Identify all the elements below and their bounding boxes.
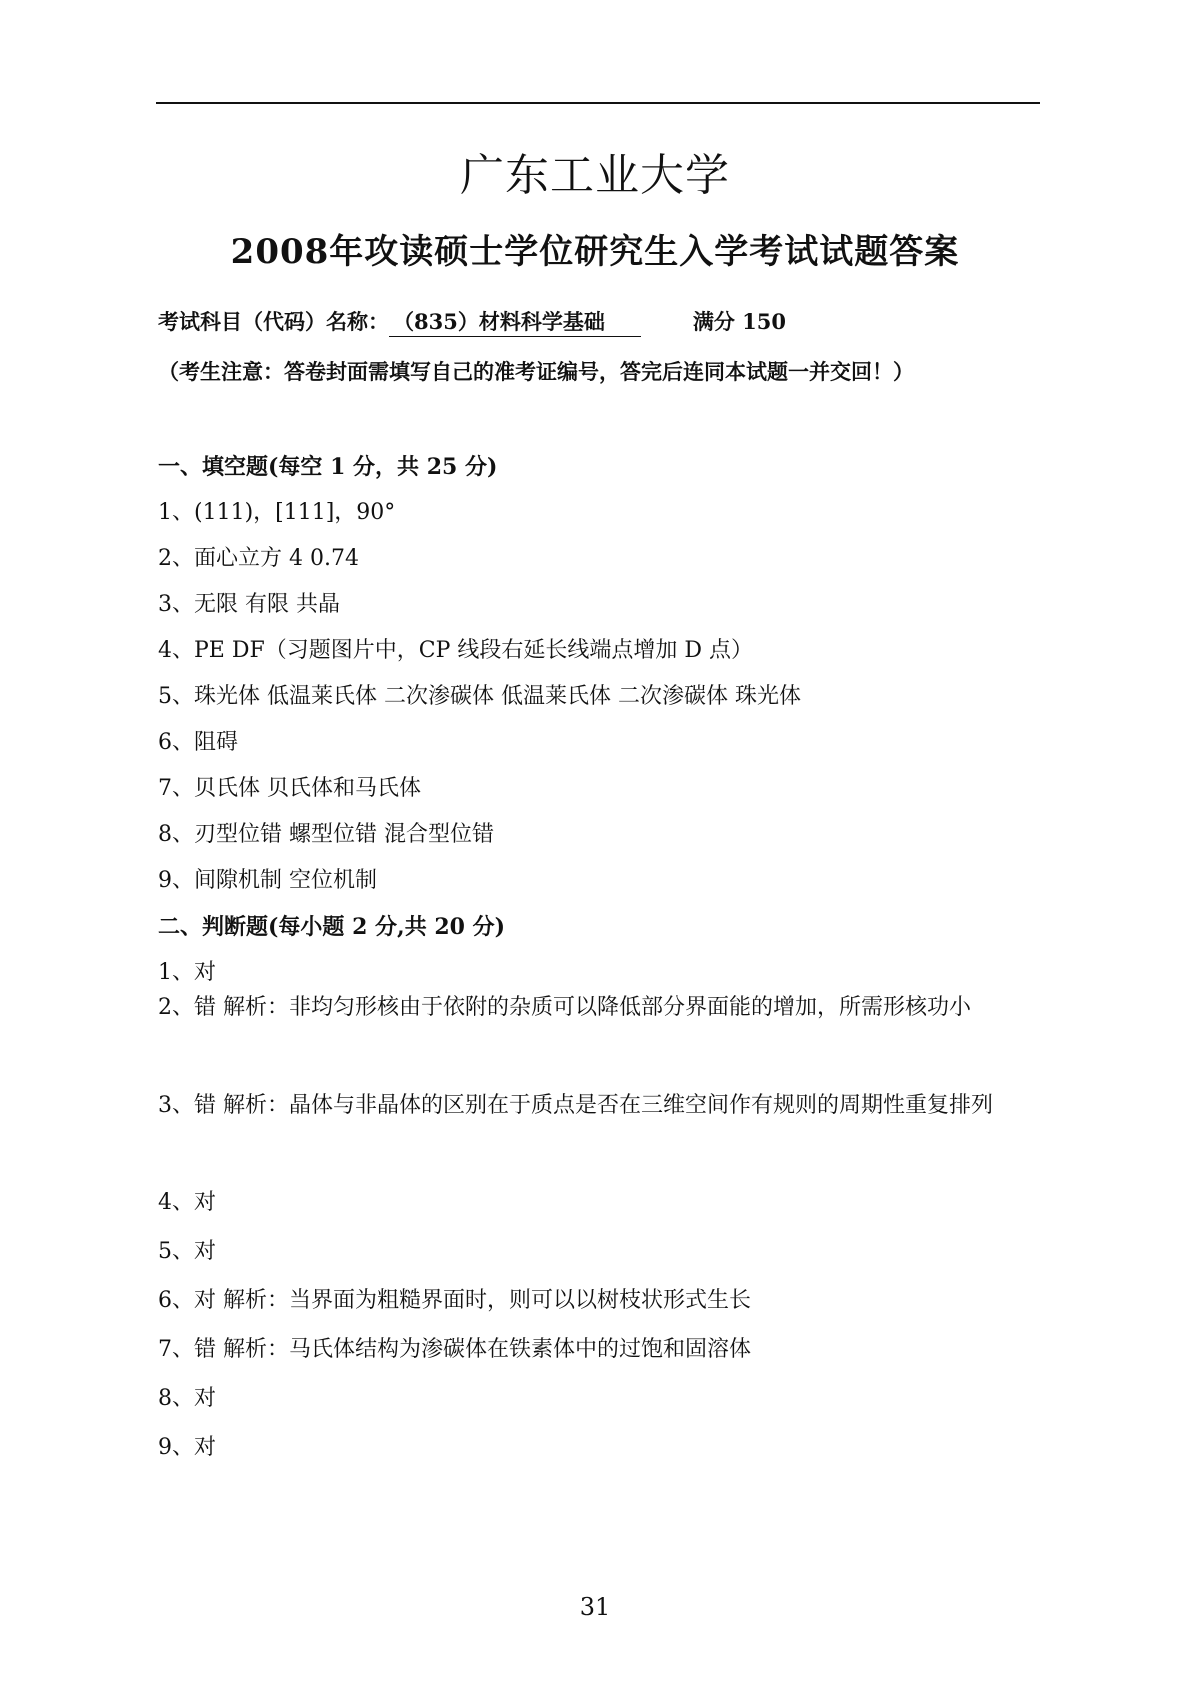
judge-answer-1: 1、对 xyxy=(158,960,216,985)
judge-answer-7: 7、错 解析：马氏体结构为渗碳体在铁素体中的过饱和固溶体 xyxy=(158,1337,751,1362)
page-number: 31 xyxy=(579,1593,611,1621)
fill-answer-4: 4、PE DF（习题图片中，CP 线段右延长线端点增加 D 点） xyxy=(158,638,754,663)
fill-answer-1: 1、(111)，[111]，90° xyxy=(158,500,396,525)
judge-answer-4: 4、对 xyxy=(158,1190,216,1215)
subject-label: 考试科目（代码）名称： xyxy=(158,309,389,334)
fill-answer-7: 7、贝氏体 贝氏体和马氏体 xyxy=(158,776,421,801)
fill-answer-5: 5、珠光体 低温莱氏体 二次渗碳体 低温莱氏体 二次渗碳体 珠光体 xyxy=(158,684,801,709)
fill-answer-6: 6、阻碍 xyxy=(158,730,238,755)
fill-answer-3: 3、无限 有限 共晶 xyxy=(158,592,340,617)
judge-answer-9: 9、对 xyxy=(158,1435,216,1460)
subject-name: （835）材料科学基础 xyxy=(389,308,641,337)
university-name: 广东工业大学 xyxy=(460,150,730,201)
fill-answer-9: 9、间隙机制 空位机制 xyxy=(158,868,377,893)
full-score: 满分 150 xyxy=(692,309,786,334)
judge-answer-5: 5、对 xyxy=(158,1239,216,1264)
subject-line xyxy=(158,306,786,338)
judge-answer-8: 8、对 xyxy=(158,1386,216,1411)
section2-heading: 二、判断题(每小题 2 分,共 20 分) xyxy=(158,914,506,940)
judge-answer-2: 2、错 解析：非均匀形核由于依附的杂质可以降低部分界面能的增加，所需形核功小 xyxy=(158,995,971,1020)
header-rule xyxy=(156,102,1040,104)
judge-answer-3: 3、错 解析：晶体与非晶体的区别在于质点是否在三维空间作有规则的周期性重复排列 xyxy=(158,1093,993,1118)
judge-answer-6: 6、对 解析：当界面为粗糙界面时，则可以以树枝状形式生长 xyxy=(158,1288,751,1313)
exam-title: 2008年攻读硕士学位研究生入学考试试题答案 xyxy=(230,232,960,272)
candidate-notice: （考生注意：答卷封面需填写自己的准考证编号，答完后连同本试题一并交回！） xyxy=(158,359,914,384)
fill-answer-8: 8、刃型位错 螺型位错 混合型位错 xyxy=(158,822,494,847)
fill-answer-2: 2、面心立方 4 0.74 xyxy=(158,546,359,571)
section1-heading: 一、填空题(每空 1 分，共 25 分) xyxy=(158,454,498,480)
